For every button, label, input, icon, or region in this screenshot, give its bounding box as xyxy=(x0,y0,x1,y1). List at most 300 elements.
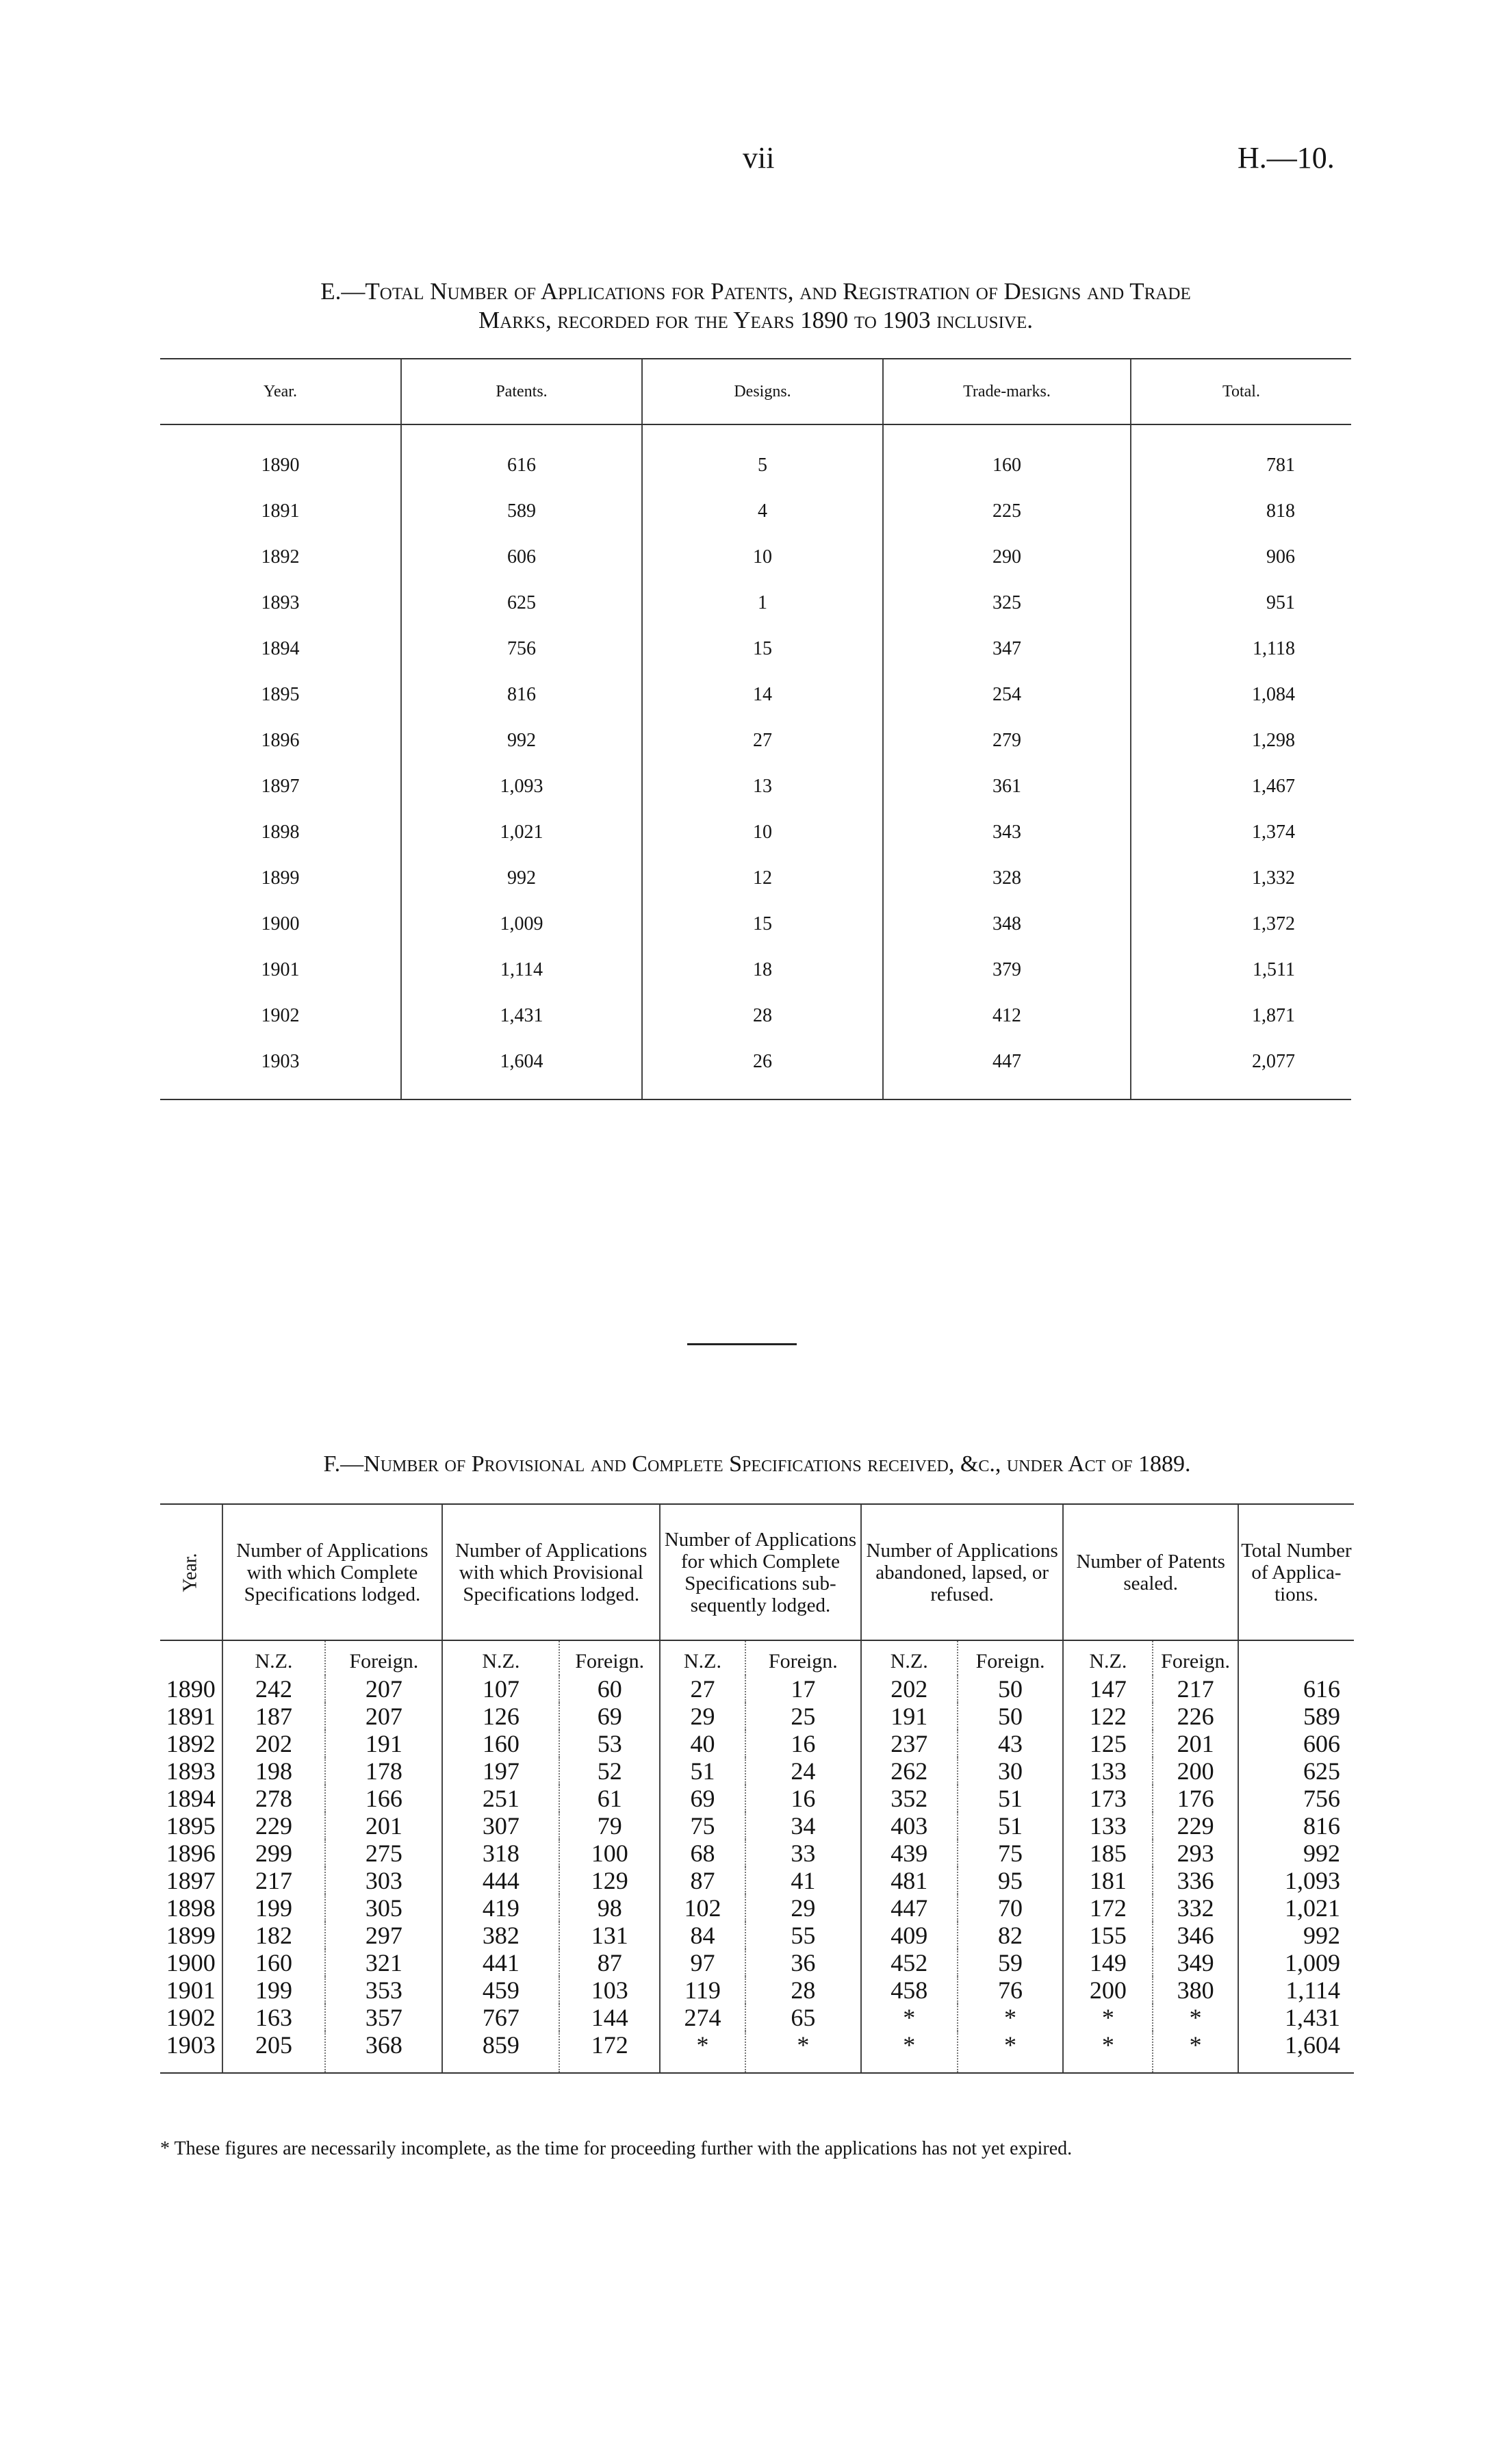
cell-sealed-foreign: * xyxy=(1153,2031,1238,2073)
table-row xyxy=(160,488,1351,534)
cell-subsequent-foreign: 16 xyxy=(745,1785,861,1812)
cell-year: 1899 xyxy=(261,867,300,889)
table-e-title-line1: E.—Total Number of Applications for Patents, and Registration of Designs and Trade xyxy=(320,278,1191,305)
cell-designs: 10 xyxy=(642,534,883,580)
cell-provisional-nz: 197 xyxy=(442,1757,559,1785)
cell-year: 1897 xyxy=(261,775,300,797)
cell-sealed-nz: 181 xyxy=(1063,1867,1153,1894)
cell-complete-foreign: 321 xyxy=(325,1949,442,1976)
header-designs: Designs. xyxy=(642,359,883,424)
cell-subsequent-foreign: 41 xyxy=(745,1867,861,1894)
cell-complete-foreign: 353 xyxy=(325,1976,442,2004)
cell-sealed-foreign: 349 xyxy=(1153,1949,1238,1976)
cell-provisional-foreign: 131 xyxy=(559,1922,660,1949)
subheader-empty xyxy=(160,1640,222,1675)
cell-total: 589 xyxy=(1238,1703,1354,1730)
cell-designs: 12 xyxy=(642,855,883,901)
cell-abandoned-nz: 403 xyxy=(861,1812,958,1840)
cell-year: 1892 xyxy=(261,546,300,568)
cell-trade-marks: 279 xyxy=(883,717,1131,763)
cell-complete-nz: 278 xyxy=(222,1785,326,1812)
cell-year: 1895 xyxy=(261,683,300,705)
cell-total: 992 xyxy=(1238,1922,1354,1949)
cell-patents: 992 xyxy=(401,717,642,763)
cell-sealed-nz: * xyxy=(1063,2031,1153,2073)
cell-subsequent-nz: 274 xyxy=(660,2004,745,2031)
cell-subsequent-nz: 75 xyxy=(660,1812,745,1840)
cell-provisional-nz: 126 xyxy=(442,1703,559,1730)
cell-total: 951 xyxy=(1131,580,1351,626)
cell-provisional-nz: 444 xyxy=(442,1867,559,1894)
cell-abandoned-foreign: 50 xyxy=(958,1703,1064,1730)
table-row xyxy=(160,855,1351,901)
table-row xyxy=(160,1840,1354,1867)
header-provisional: Number of Applications with which Provisional Specifications lodged. xyxy=(442,1504,660,1640)
cell-subsequent-nz: 27 xyxy=(660,1675,745,1703)
cell-sealed-nz: 149 xyxy=(1063,1949,1153,1976)
cell-trade-marks: 347 xyxy=(883,626,1131,672)
cell-sealed-foreign: 346 xyxy=(1153,1922,1238,1949)
cell-trade-marks: 254 xyxy=(883,672,1131,717)
cell-complete-nz: 217 xyxy=(222,1867,326,1894)
cell-provisional-nz: 318 xyxy=(442,1840,559,1867)
table-row xyxy=(160,1039,1351,1099)
cell-designs: 4 xyxy=(642,488,883,534)
cell-provisional-foreign: 60 xyxy=(559,1675,660,1703)
header-trade-marks: Trade-marks. xyxy=(883,359,1131,424)
page-reference: H.—10. xyxy=(1238,141,1335,175)
cell-total: 1,298 xyxy=(1131,717,1351,763)
table-f xyxy=(160,1503,1354,2074)
cell-abandoned-nz: 447 xyxy=(861,1894,958,1922)
cell-designs: 10 xyxy=(642,809,883,855)
cell-sealed-nz: 155 xyxy=(1063,1922,1153,1949)
cell-patents: 606 xyxy=(401,534,642,580)
cell-total: 1,114 xyxy=(1238,1976,1354,2004)
cell-provisional-nz: 382 xyxy=(442,1922,559,1949)
header-abandoned: Number of Applications abandoned, lapsed, or refused. xyxy=(861,1504,1064,1640)
cell-trade-marks: 325 xyxy=(883,580,1131,626)
cell-provisional-foreign: 61 xyxy=(559,1785,660,1812)
cell-provisional-foreign: 52 xyxy=(559,1757,660,1785)
cell-trade-marks: 160 xyxy=(883,424,1131,488)
cell-year: 1902 xyxy=(261,1004,300,1026)
cell-abandoned-foreign: 51 xyxy=(958,1785,1064,1812)
subheader-nz: N.Z. xyxy=(1063,1640,1153,1675)
cell-complete-foreign: 303 xyxy=(325,1867,442,1894)
section-divider xyxy=(687,1343,797,1345)
table-e-title xyxy=(160,277,1351,335)
cell-abandoned-nz: 458 xyxy=(861,1976,958,2004)
table-row xyxy=(160,1949,1354,1976)
cell-trade-marks: 343 xyxy=(883,809,1131,855)
cell-total: 756 xyxy=(1238,1785,1354,1812)
cell-trade-marks: 328 xyxy=(883,855,1131,901)
cell-year: 1892 xyxy=(166,1730,216,1757)
cell-patents: 1,021 xyxy=(401,809,642,855)
header-subsequent: Number of Applications for which Complete Specifications subsequently lodged. xyxy=(660,1504,861,1640)
cell-complete-nz: 187 xyxy=(222,1703,326,1730)
cell-abandoned-foreign: 50 xyxy=(958,1675,1064,1703)
table-f-body xyxy=(160,1640,1354,2073)
table-row xyxy=(160,1812,1354,1840)
table-row xyxy=(160,717,1351,763)
cell-subsequent-nz: 40 xyxy=(660,1730,745,1757)
cell-provisional-nz: 441 xyxy=(442,1949,559,1976)
cell-provisional-nz: 307 xyxy=(442,1812,559,1840)
cell-patents: 1,009 xyxy=(401,901,642,947)
cell-year: 1891 xyxy=(261,500,300,522)
cell-complete-nz: 182 xyxy=(222,1922,326,1949)
cell-subsequent-foreign: 28 xyxy=(745,1976,861,2004)
cell-subsequent-nz: 29 xyxy=(660,1703,745,1730)
cell-sealed-nz: 133 xyxy=(1063,1757,1153,1785)
cell-subsequent-nz: 84 xyxy=(660,1922,745,1949)
cell-patents: 589 xyxy=(401,488,642,534)
cell-abandoned-nz: * xyxy=(861,2004,958,2031)
cell-sealed-nz: * xyxy=(1063,2004,1153,2031)
cell-complete-nz: 160 xyxy=(222,1949,326,1976)
cell-trade-marks: 290 xyxy=(883,534,1131,580)
cell-subsequent-foreign: * xyxy=(745,2031,861,2073)
cell-patents: 625 xyxy=(401,580,642,626)
cell-complete-foreign: 207 xyxy=(325,1703,442,1730)
cell-sealed-foreign: 217 xyxy=(1153,1675,1238,1703)
cell-year: 1898 xyxy=(166,1894,216,1922)
header-total: Total. xyxy=(1131,359,1351,424)
cell-total: 1,093 xyxy=(1238,1867,1354,1894)
cell-patents: 1,093 xyxy=(401,763,642,809)
cell-total: 1,871 xyxy=(1131,993,1351,1039)
table-row xyxy=(160,424,1351,488)
subheader-nz: N.Z. xyxy=(222,1640,326,1675)
cell-year: 1900 xyxy=(261,913,300,934)
table-row xyxy=(160,1675,1354,1703)
cell-abandoned-nz: * xyxy=(861,2031,958,2073)
cell-provisional-foreign: 129 xyxy=(559,1867,660,1894)
subheader-empty xyxy=(1238,1640,1354,1675)
cell-total: 1,332 xyxy=(1131,855,1351,901)
header-complete: Number of Applications with which Complete Specifications lodged. xyxy=(222,1504,443,1640)
cell-patents: 1,431 xyxy=(401,993,642,1039)
cell-subsequent-nz: * xyxy=(660,2031,745,2073)
cell-complete-nz: 163 xyxy=(222,2004,326,2031)
header-f-year-label: Year. xyxy=(179,1553,201,1592)
cell-subsequent-nz: 119 xyxy=(660,1976,745,2004)
cell-patents: 1,114 xyxy=(401,947,642,993)
table-row xyxy=(160,1757,1354,1785)
cell-abandoned-foreign: 75 xyxy=(958,1840,1064,1867)
cell-year: 1894 xyxy=(261,637,300,659)
cell-total: 1,372 xyxy=(1131,901,1351,947)
cell-provisional-nz: 160 xyxy=(442,1730,559,1757)
table-row xyxy=(160,534,1351,580)
cell-abandoned-nz: 191 xyxy=(861,1703,958,1730)
cell-year: 1898 xyxy=(261,821,300,843)
cell-total: 616 xyxy=(1238,1675,1354,1703)
table-row xyxy=(160,1922,1354,1949)
cell-abandoned-foreign: 76 xyxy=(958,1976,1064,2004)
cell-abandoned-foreign: 43 xyxy=(958,1730,1064,1757)
subheader-nz: N.Z. xyxy=(442,1640,559,1675)
cell-abandoned-foreign: 82 xyxy=(958,1922,1064,1949)
cell-subsequent-nz: 69 xyxy=(660,1785,745,1812)
table-row xyxy=(160,672,1351,717)
subheader-foreign: Foreign. xyxy=(325,1640,442,1675)
table-row xyxy=(160,1894,1354,1922)
cell-abandoned-foreign: * xyxy=(958,2004,1064,2031)
cell-subsequent-foreign: 16 xyxy=(745,1730,861,1757)
cell-designs: 14 xyxy=(642,672,883,717)
header-f-year xyxy=(160,1504,222,1640)
cell-total: 1,467 xyxy=(1131,763,1351,809)
cell-year: 1896 xyxy=(261,729,300,751)
cell-provisional-foreign: 103 xyxy=(559,1976,660,2004)
cell-abandoned-foreign: * xyxy=(958,2031,1064,2073)
table-e-title-line2: Marks, recorded for the Years 1890 to 1903 inclusive. xyxy=(478,307,1033,333)
cell-complete-foreign: 297 xyxy=(325,1922,442,1949)
cell-provisional-foreign: 87 xyxy=(559,1949,660,1976)
cell-abandoned-nz: 237 xyxy=(861,1730,958,1757)
cell-total: 906 xyxy=(1131,534,1351,580)
cell-total: 2,077 xyxy=(1131,1039,1351,1099)
cell-sealed-nz: 147 xyxy=(1063,1675,1153,1703)
cell-subsequent-foreign: 17 xyxy=(745,1675,861,1703)
page-number: vii xyxy=(743,141,775,175)
header-patents: Patents. xyxy=(401,359,642,424)
cell-patents: 756 xyxy=(401,626,642,672)
cell-sealed-foreign: 226 xyxy=(1153,1703,1238,1730)
table-row xyxy=(160,993,1351,1039)
cell-complete-foreign: 357 xyxy=(325,2004,442,2031)
cell-provisional-foreign: 98 xyxy=(559,1894,660,1922)
cell-provisional-nz: 107 xyxy=(442,1675,559,1703)
subheader-nz: N.Z. xyxy=(861,1640,958,1675)
cell-trade-marks: 379 xyxy=(883,947,1131,993)
cell-complete-nz: 299 xyxy=(222,1840,326,1867)
cell-sealed-foreign: 332 xyxy=(1153,1894,1238,1922)
header-f-total: Total Number of Applications. xyxy=(1238,1504,1354,1640)
cell-sealed-nz: 133 xyxy=(1063,1812,1153,1840)
cell-complete-foreign: 305 xyxy=(325,1894,442,1922)
cell-complete-nz: 242 xyxy=(222,1675,326,1703)
cell-complete-nz: 202 xyxy=(222,1730,326,1757)
cell-complete-foreign: 166 xyxy=(325,1785,442,1812)
cell-provisional-foreign: 100 xyxy=(559,1840,660,1867)
cell-total: 1,374 xyxy=(1131,809,1351,855)
cell-provisional-foreign: 144 xyxy=(559,2004,660,2031)
cell-year: 1890 xyxy=(166,1675,216,1703)
subheader-foreign: Foreign. xyxy=(745,1640,861,1675)
cell-abandoned-foreign: 51 xyxy=(958,1812,1064,1840)
cell-sealed-foreign: 201 xyxy=(1153,1730,1238,1757)
cell-provisional-foreign: 53 xyxy=(559,1730,660,1757)
cell-year: 1902 xyxy=(166,2004,216,2031)
cell-total: 606 xyxy=(1238,1730,1354,1757)
cell-year: 1896 xyxy=(166,1840,216,1867)
cell-total: 1,084 xyxy=(1131,672,1351,717)
cell-complete-nz: 199 xyxy=(222,1976,326,2004)
cell-year: 1894 xyxy=(166,1785,216,1812)
cell-year: 1893 xyxy=(166,1757,216,1785)
cell-designs: 1 xyxy=(642,580,883,626)
table-row xyxy=(160,1730,1354,1757)
cell-year: 1903 xyxy=(160,2031,222,2073)
cell-total: 992 xyxy=(1238,1840,1354,1867)
cell-provisional-foreign: 69 xyxy=(559,1703,660,1730)
cell-year: 1895 xyxy=(166,1812,216,1840)
cell-complete-foreign: 207 xyxy=(325,1675,442,1703)
table-row xyxy=(160,1867,1354,1894)
cell-year: 1899 xyxy=(166,1922,216,1949)
cell-provisional-foreign: 172 xyxy=(559,2031,660,2073)
cell-abandoned-foreign: 30 xyxy=(958,1757,1064,1785)
cell-subsequent-foreign: 29 xyxy=(745,1894,861,1922)
cell-year: 1903 xyxy=(160,1039,401,1099)
cell-patents: 992 xyxy=(401,855,642,901)
cell-complete-foreign: 191 xyxy=(325,1730,442,1757)
cell-complete-foreign: 201 xyxy=(325,1812,442,1840)
cell-sealed-nz: 200 xyxy=(1063,1976,1153,2004)
cell-trade-marks: 412 xyxy=(883,993,1131,1039)
cell-designs: 5 xyxy=(642,424,883,488)
table-row xyxy=(160,901,1351,947)
cell-year: 1900 xyxy=(166,1949,216,1976)
cell-provisional-nz: 459 xyxy=(442,1976,559,2004)
cell-sealed-foreign: 293 xyxy=(1153,1840,1238,1867)
cell-complete-nz: 229 xyxy=(222,1812,326,1840)
cell-year: 1891 xyxy=(166,1703,216,1730)
cell-abandoned-nz: 481 xyxy=(861,1867,958,1894)
cell-total: 816 xyxy=(1238,1812,1354,1840)
cell-abandoned-foreign: 70 xyxy=(958,1894,1064,1922)
cell-complete-foreign: 178 xyxy=(325,1757,442,1785)
subheader-nz: N.Z. xyxy=(660,1640,745,1675)
cell-year: 1890 xyxy=(261,454,300,476)
cell-provisional-nz: 419 xyxy=(442,1894,559,1922)
table-f-title: F.—Number of Provisional and Complete Specifications received, &c., under Act of 1889. xyxy=(323,1451,1191,1477)
subheader-foreign: Foreign. xyxy=(1153,1640,1238,1675)
cell-year: 1893 xyxy=(261,592,300,613)
cell-trade-marks: 225 xyxy=(883,488,1131,534)
cell-total: 1,118 xyxy=(1131,626,1351,672)
cell-subsequent-nz: 87 xyxy=(660,1867,745,1894)
cell-provisional-nz: 251 xyxy=(442,1785,559,1812)
cell-provisional-nz: 859 xyxy=(442,2031,559,2073)
cell-subsequent-nz: 68 xyxy=(660,1840,745,1867)
table-f-header-row xyxy=(160,1504,1354,1640)
cell-subsequent-foreign: 36 xyxy=(745,1949,861,1976)
cell-sealed-foreign: 336 xyxy=(1153,1867,1238,1894)
cell-total: 1,021 xyxy=(1238,1894,1354,1922)
cell-abandoned-nz: 409 xyxy=(861,1922,958,1949)
footnote: * These figures are necessarily incomplete, as the time for proceeding further with the applications has not yet expired. xyxy=(160,2138,1073,2159)
cell-sealed-foreign: 176 xyxy=(1153,1785,1238,1812)
table-row xyxy=(160,809,1351,855)
subheader-foreign: Foreign. xyxy=(559,1640,660,1675)
cell-sealed-nz: 173 xyxy=(1063,1785,1153,1812)
table-row xyxy=(160,1976,1354,2004)
cell-designs: 27 xyxy=(642,717,883,763)
cell-complete-nz: 199 xyxy=(222,1894,326,1922)
table-row xyxy=(160,2004,1354,2031)
cell-designs: 18 xyxy=(642,947,883,993)
cell-patents: 816 xyxy=(401,672,642,717)
cell-designs: 15 xyxy=(642,626,883,672)
cell-complete-nz: 198 xyxy=(222,1757,326,1785)
cell-subsequent-nz: 97 xyxy=(660,1949,745,1976)
table-f-subheader-row xyxy=(160,1640,1354,1675)
cell-trade-marks: 348 xyxy=(883,901,1131,947)
cell-sealed-nz: 122 xyxy=(1063,1703,1153,1730)
cell-total: 625 xyxy=(1238,1757,1354,1785)
cell-abandoned-nz: 452 xyxy=(861,1949,958,1976)
cell-complete-foreign: 275 xyxy=(325,1840,442,1867)
cell-subsequent-foreign: 25 xyxy=(745,1703,861,1730)
cell-subsequent-nz: 51 xyxy=(660,1757,745,1785)
cell-abandoned-nz: 352 xyxy=(861,1785,958,1812)
cell-year: 1901 xyxy=(261,958,300,980)
cell-sealed-nz: 172 xyxy=(1063,1894,1153,1922)
cell-trade-marks: 447 xyxy=(883,1039,1131,1099)
table-row xyxy=(160,763,1351,809)
cell-designs: 28 xyxy=(642,993,883,1039)
cell-patents: 1,604 xyxy=(401,1039,642,1099)
subheader-foreign: Foreign. xyxy=(958,1640,1064,1675)
table-row xyxy=(160,1785,1354,1812)
table-e-body xyxy=(160,424,1351,1099)
cell-total: 1,511 xyxy=(1131,947,1351,993)
header-sealed: Number of Patents sealed. xyxy=(1063,1504,1238,1640)
cell-sealed-foreign: 200 xyxy=(1153,1757,1238,1785)
cell-provisional-foreign: 79 xyxy=(559,1812,660,1840)
cell-subsequent-foreign: 24 xyxy=(745,1757,861,1785)
cell-abandoned-nz: 439 xyxy=(861,1840,958,1867)
cell-designs: 15 xyxy=(642,901,883,947)
cell-year: 1897 xyxy=(166,1867,216,1894)
cell-designs: 26 xyxy=(642,1039,883,1099)
cell-designs: 13 xyxy=(642,763,883,809)
cell-subsequent-foreign: 34 xyxy=(745,1812,861,1840)
header-year: Year. xyxy=(160,359,401,424)
cell-provisional-nz: 767 xyxy=(442,2004,559,2031)
cell-trade-marks: 361 xyxy=(883,763,1131,809)
cell-total: 818 xyxy=(1131,488,1351,534)
cell-sealed-foreign: 229 xyxy=(1153,1812,1238,1840)
cell-total: 781 xyxy=(1131,424,1351,488)
table-row xyxy=(160,947,1351,993)
cell-subsequent-foreign: 55 xyxy=(745,1922,861,1949)
cell-abandoned-foreign: 95 xyxy=(958,1867,1064,1894)
cell-total: 1,009 xyxy=(1238,1949,1354,1976)
cell-year: 1901 xyxy=(166,1976,216,2004)
cell-abandoned-foreign: 59 xyxy=(958,1949,1064,1976)
cell-abandoned-nz: 202 xyxy=(861,1675,958,1703)
cell-total: 1,431 xyxy=(1238,2004,1354,2031)
table-e-header-row xyxy=(160,359,1351,424)
cell-abandoned-nz: 262 xyxy=(861,1757,958,1785)
cell-sealed-nz: 125 xyxy=(1063,1730,1153,1757)
cell-patents: 616 xyxy=(401,424,642,488)
cell-subsequent-foreign: 33 xyxy=(745,1840,861,1867)
table-row xyxy=(160,2031,1354,2073)
cell-complete-foreign: 368 xyxy=(325,2031,442,2073)
cell-sealed-nz: 185 xyxy=(1063,1840,1153,1867)
table-row xyxy=(160,626,1351,672)
table-row xyxy=(160,1703,1354,1730)
cell-sealed-foreign: * xyxy=(1153,2004,1238,2031)
table-e xyxy=(160,358,1351,1100)
